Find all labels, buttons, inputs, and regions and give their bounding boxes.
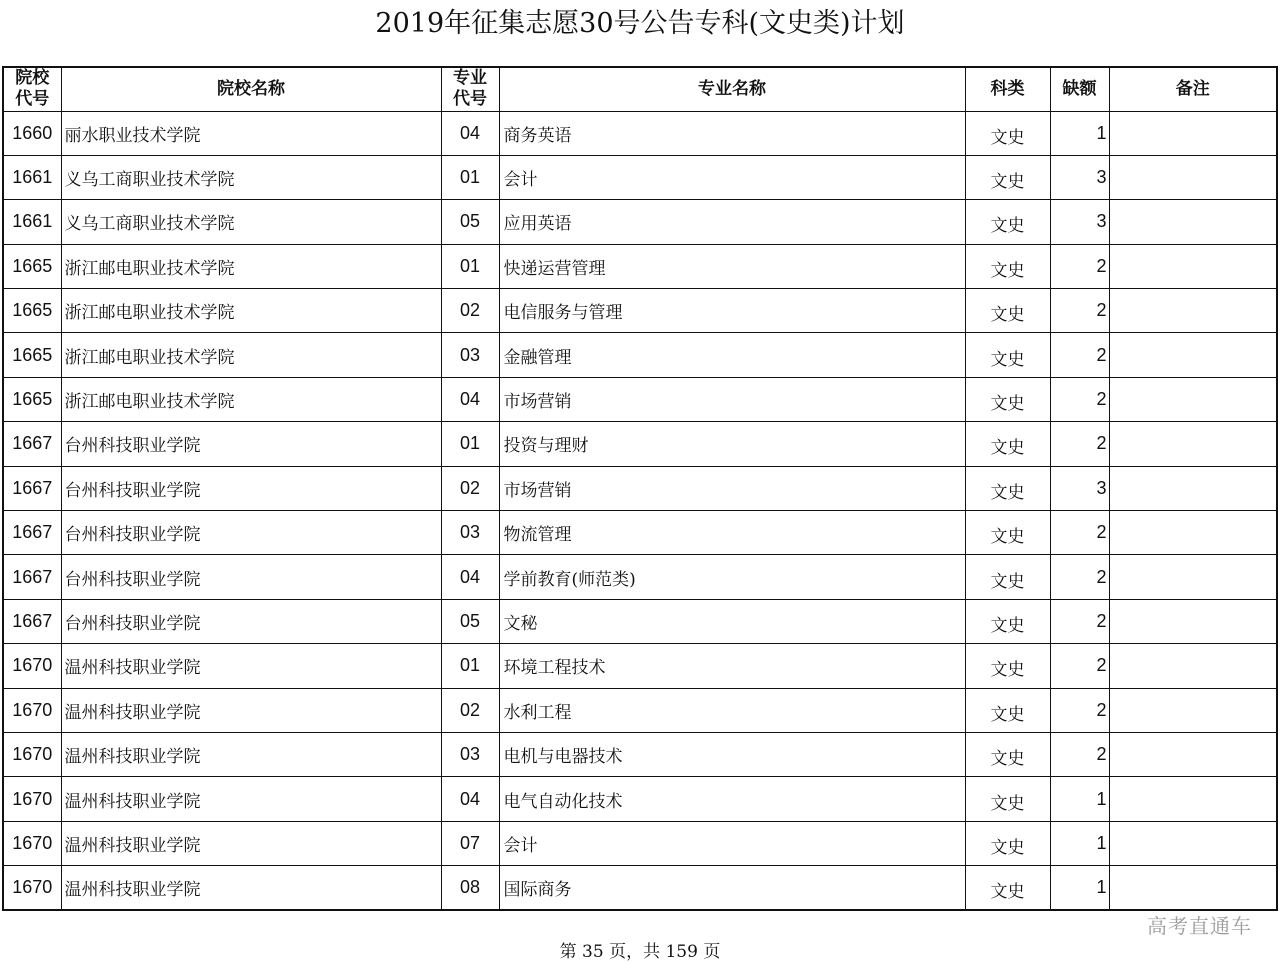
cell-school-code: 1665: [3, 289, 61, 333]
table-row: [3, 377, 1277, 421]
cell-category: 文史: [965, 866, 1050, 910]
table-row: [3, 555, 1277, 599]
cell-school-code: 1670: [3, 821, 61, 865]
header-school-code: 院校代号: [3, 67, 61, 111]
cell-note: [1109, 555, 1277, 599]
cell-vacancy: 2: [1050, 732, 1109, 776]
table-row: [3, 599, 1277, 643]
watermark-logo-text: 高考直通车: [1147, 914, 1252, 938]
cell-note: [1109, 333, 1277, 377]
cell-school-name: 温州科技职业学院: [61, 777, 441, 821]
cell-major-code: 03: [441, 511, 499, 555]
cell-note: [1109, 866, 1277, 910]
cell-major-name: 金融管理: [499, 333, 965, 377]
cell-vacancy: 1: [1050, 111, 1109, 155]
cell-major-name: 电信服务与管理: [499, 289, 965, 333]
cell-school-name: 温州科技职业学院: [61, 866, 441, 910]
cell-school-name: 温州科技职业学院: [61, 644, 441, 688]
cell-major-code: 05: [441, 599, 499, 643]
cell-category: 文史: [965, 466, 1050, 510]
cell-major-code: 03: [441, 732, 499, 776]
table-row: [3, 777, 1277, 821]
cell-school-code: 1670: [3, 866, 61, 910]
cell-major-name: 电机与电器技术: [499, 732, 965, 776]
cell-vacancy: 2: [1050, 422, 1109, 466]
cell-note: [1109, 466, 1277, 510]
cell-major-name: 应用英语: [499, 200, 965, 244]
cell-vacancy: 2: [1050, 644, 1109, 688]
cell-major-name: 快递运营管理: [499, 244, 965, 288]
cell-major-code: 07: [441, 821, 499, 865]
cell-vacancy: 2: [1050, 333, 1109, 377]
cell-school-name: 浙江邮电职业技术学院: [61, 377, 441, 421]
cell-note: [1109, 422, 1277, 466]
cell-major-name: 学前教育(师范类): [499, 555, 965, 599]
cell-major-name: 电气自动化技术: [499, 777, 965, 821]
header-category: 科类: [965, 67, 1050, 111]
cell-major-code: 04: [441, 777, 499, 821]
cell-major-name: 环境工程技术: [499, 644, 965, 688]
table-row: [3, 732, 1277, 776]
table-row: [3, 511, 1277, 555]
cell-note: [1109, 511, 1277, 555]
table-row: [3, 155, 1277, 199]
header-note: 备注: [1109, 67, 1277, 111]
cell-category: 文史: [965, 244, 1050, 288]
cell-school-code: 1667: [3, 422, 61, 466]
cell-category: 文史: [965, 821, 1050, 865]
cell-major-name: 会计: [499, 821, 965, 865]
cell-school-code: 1667: [3, 599, 61, 643]
cell-note: [1109, 200, 1277, 244]
cell-major-code: 08: [441, 866, 499, 910]
cell-school-name: 浙江邮电职业技术学院: [61, 333, 441, 377]
cell-major-name: 商务英语: [499, 111, 965, 155]
cell-category: 文史: [965, 511, 1050, 555]
table-row: [3, 688, 1277, 732]
cell-vacancy: 1: [1050, 866, 1109, 910]
cell-school-code: 1661: [3, 155, 61, 199]
cell-major-name: 文秘: [499, 599, 965, 643]
cell-school-name: 温州科技职业学院: [61, 688, 441, 732]
cell-school-name: 义乌工商职业技术学院: [61, 155, 441, 199]
cell-major-code: 04: [441, 111, 499, 155]
cell-major-name: 市场营销: [499, 377, 965, 421]
table-row: [3, 289, 1277, 333]
cell-category: 文史: [965, 777, 1050, 821]
cell-major-code: 01: [441, 244, 499, 288]
cell-note: [1109, 155, 1277, 199]
cell-note: [1109, 289, 1277, 333]
page-footer: 第 35 页，共 159 页: [559, 942, 721, 962]
cell-note: [1109, 244, 1277, 288]
cell-major-code: 02: [441, 289, 499, 333]
cell-major-code: 05: [441, 200, 499, 244]
table-row: [3, 200, 1277, 244]
cell-school-code: 1661: [3, 200, 61, 244]
cell-category: 文史: [965, 111, 1050, 155]
cell-vacancy: 2: [1050, 688, 1109, 732]
cell-major-name: 市场营销: [499, 466, 965, 510]
cell-school-code: 1670: [3, 732, 61, 776]
table-row: [3, 866, 1277, 910]
cell-vacancy: 1: [1050, 777, 1109, 821]
cell-major-code: 04: [441, 377, 499, 421]
cell-major-name: 水利工程: [499, 688, 965, 732]
cell-school-name: 台州科技职业学院: [61, 422, 441, 466]
cell-major-name: 国际商务: [499, 866, 965, 910]
cell-vacancy: 3: [1050, 155, 1109, 199]
cell-school-name: 温州科技职业学院: [61, 821, 441, 865]
cell-note: [1109, 644, 1277, 688]
table-row: [3, 111, 1277, 155]
cell-category: 文史: [965, 555, 1050, 599]
cell-school-name: 义乌工商职业技术学院: [61, 200, 441, 244]
cell-category: 文史: [965, 333, 1050, 377]
cell-category: 文史: [965, 599, 1050, 643]
cell-school-code: 1665: [3, 333, 61, 377]
table-row: [3, 821, 1277, 865]
cell-school-name: 台州科技职业学院: [61, 466, 441, 510]
cell-category: 文史: [965, 289, 1050, 333]
cell-school-name: 浙江邮电职业技术学院: [61, 244, 441, 288]
cell-major-code: 02: [441, 688, 499, 732]
cell-category: 文史: [965, 688, 1050, 732]
cell-school-code: 1660: [3, 111, 61, 155]
cell-major-code: 01: [441, 644, 499, 688]
cell-vacancy: 2: [1050, 289, 1109, 333]
cell-category: 文史: [965, 200, 1050, 244]
cell-note: [1109, 111, 1277, 155]
cell-major-code: 04: [441, 555, 499, 599]
cell-major-code: 01: [441, 155, 499, 199]
page-title: 2019年征集志愿30号公告专科(文史类)计划: [375, 8, 905, 39]
cell-vacancy: 1: [1050, 821, 1109, 865]
cell-major-name: 物流管理: [499, 511, 965, 555]
cell-note: [1109, 599, 1277, 643]
table-header-row: [3, 67, 1277, 111]
enrollment-plan-table: [2, 66, 1278, 911]
cell-school-code: 1665: [3, 377, 61, 421]
cell-school-name: 台州科技职业学院: [61, 555, 441, 599]
cell-school-name: 台州科技职业学院: [61, 511, 441, 555]
cell-school-name: 丽水职业技术学院: [61, 111, 441, 155]
cell-school-name: 温州科技职业学院: [61, 732, 441, 776]
cell-vacancy: 3: [1050, 200, 1109, 244]
cell-note: [1109, 777, 1277, 821]
cell-school-code: 1670: [3, 644, 61, 688]
table-row: [3, 244, 1277, 288]
cell-note: [1109, 377, 1277, 421]
header-vacancy: 缺额: [1050, 67, 1109, 111]
table-row: [3, 466, 1277, 510]
cell-note: [1109, 821, 1277, 865]
cell-major-name: 投资与理财: [499, 422, 965, 466]
cell-vacancy: 2: [1050, 377, 1109, 421]
cell-category: 文史: [965, 644, 1050, 688]
cell-major-name: 会计: [499, 155, 965, 199]
cell-major-code: 01: [441, 422, 499, 466]
header-major-code: 专业代号: [441, 67, 499, 111]
table-row: [3, 333, 1277, 377]
table-row: [3, 644, 1277, 688]
cell-category: 文史: [965, 155, 1050, 199]
cell-school-code: 1667: [3, 511, 61, 555]
cell-major-code: 02: [441, 466, 499, 510]
cell-school-name: 台州科技职业学院: [61, 599, 441, 643]
cell-major-code: 03: [441, 333, 499, 377]
cell-school-code: 1670: [3, 777, 61, 821]
table-row: [3, 422, 1277, 466]
cell-note: [1109, 688, 1277, 732]
cell-school-name: 浙江邮电职业技术学院: [61, 289, 441, 333]
cell-school-code: 1667: [3, 555, 61, 599]
cell-vacancy: 3: [1050, 466, 1109, 510]
cell-category: 文史: [965, 732, 1050, 776]
cell-vacancy: 2: [1050, 555, 1109, 599]
header-major-name: 专业名称: [499, 67, 965, 111]
header-school-name: 院校名称: [61, 67, 441, 111]
cell-school-code: 1670: [3, 688, 61, 732]
cell-category: 文史: [965, 377, 1050, 421]
cell-vacancy: 2: [1050, 244, 1109, 288]
cell-vacancy: 2: [1050, 511, 1109, 555]
cell-vacancy: 2: [1050, 599, 1109, 643]
cell-school-code: 1667: [3, 466, 61, 510]
cell-note: [1109, 732, 1277, 776]
cell-school-code: 1665: [3, 244, 61, 288]
cell-category: 文史: [965, 422, 1050, 466]
